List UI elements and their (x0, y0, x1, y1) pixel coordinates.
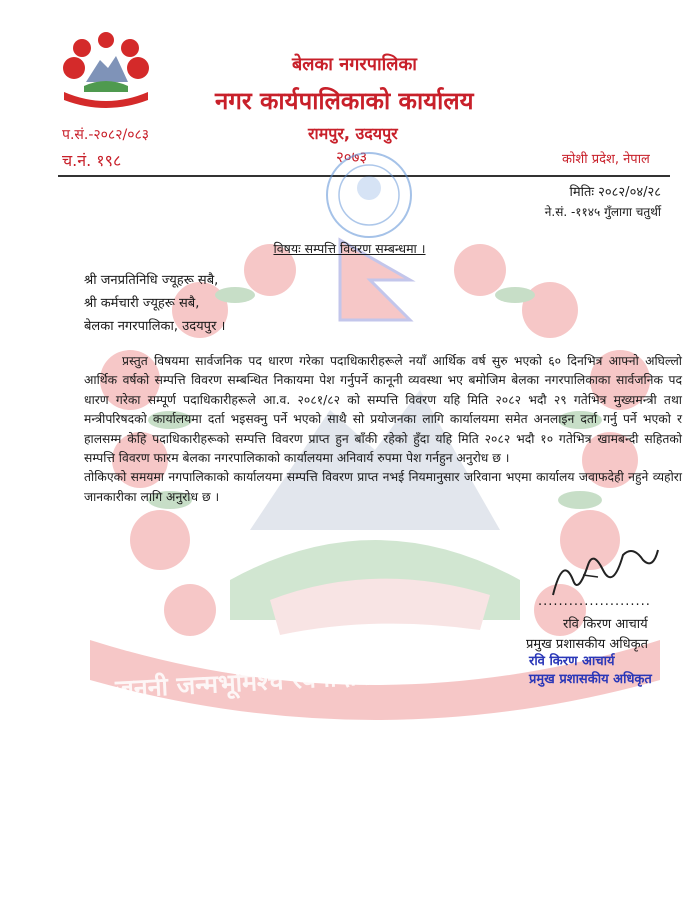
reference-number: प.सं.-२०८२/०८३ (62, 127, 150, 143)
subject-text: विषयः सम्पत्ति विवरण सम्बन्धमा । (273, 241, 426, 256)
established-year: २०७३ (336, 148, 368, 166)
office-seal (322, 148, 417, 243)
body-paragraph-1: प्रस्तुत विषयमा सार्वजनिक पद धारण गरेका पदाधिकारीहरूले नयाँ आर्थिक वर्ष सुरु भएको ६० दिनभित्र आफ्नो अघिल्लो आर्थिक वर्षको सम्पत्ति विवरण सम्बन्धित निकायमा पेश गर्नुपर्ने कानूनी व्यवस्था भए बमोजिम बेलका नगरपालिकाका सार्वजनिक पद धारण गरेका सम्पूर्ण पदाधिकारीहरूले आ.व. २०८१/८२ को सम्पत्ति विवरण यहि मिति २०८२ भदौ २९ गतेभित्र मुख्यमन्त्री तथा मन्त्रीपरिषदको कार्यालयमा दर्ता भइसक्नु पर्ने भएको साथै सो प्रयोजनका लागि कार्यालयमा समेत अनलाइन दर्ता गर्नु पर्ने भएको र हालसम्म केहि पदाधिकारीहरूको सम्पत्ति विवरण प्राप्त हुन बाँकी रहेको हुँदा यहि मिति २०८२ भदौ १० गतेभित्र खामबन्दी सहितको सम्पत्ति विवरण फारम बेलका नगरपालिकाको कार्यालयमा अनिवार्य रुपमा पेश गर्नहुन अनुरोध छ । (84, 354, 682, 466)
recipient-line-1: श्री जनप्रतिनिधि ज्यूहरू सबै, (84, 273, 219, 288)
office-location: रामपुर, उदयपुर (308, 124, 398, 143)
body-paragraph-2: तोकिएको समयमा नगपालिकाको कार्यालयमा सम्पत्ति विवरण प्राप्त नभई नियमानुसार जरिवाना भएमा कार्यालय जवाफदेही नहुने व्यहोरा जानकारीका लागि अनुरोध छ । (84, 470, 682, 504)
letter-subject (0, 240, 699, 257)
stamp-name: रवि किरण आचार्य (529, 654, 615, 669)
motto-ribbon-text: जननी जन्मभूमिश्च स्वर्गादपि गरीयसी (114, 657, 449, 704)
dispatch-number: च.नं. १९८ (62, 151, 122, 170)
nepal-sambat-date: ने.सं. -११४५ गुँलागा चतुर्थी (544, 205, 661, 219)
municipality-name: बेलका नगरपालिका (292, 54, 417, 75)
signature-line: ...................... (538, 594, 651, 609)
recipient-line-2: श्री कर्मचारी ज्यूहरू सबै, (84, 296, 200, 311)
letter-date: मितिः २०८२/०४/२८ (569, 185, 661, 200)
office-name: नगर कार्यपालिकाको कार्यालय (215, 87, 474, 115)
nepal-emblem-logo (58, 30, 154, 108)
stamp-title: प्रमुख प्रशासकीय अधिकृत (529, 672, 652, 687)
signatory-name: रवि किरण आचार्य (563, 617, 648, 632)
signatory-title: प्रमुख प्रशासकीय अधिकृत (526, 637, 649, 652)
letter-body (84, 352, 682, 507)
recipient-line-3: बेलका नगरपालिका, उदयपुर । (84, 319, 226, 334)
province-address: कोशी प्रदेश, नेपाल (562, 152, 650, 167)
